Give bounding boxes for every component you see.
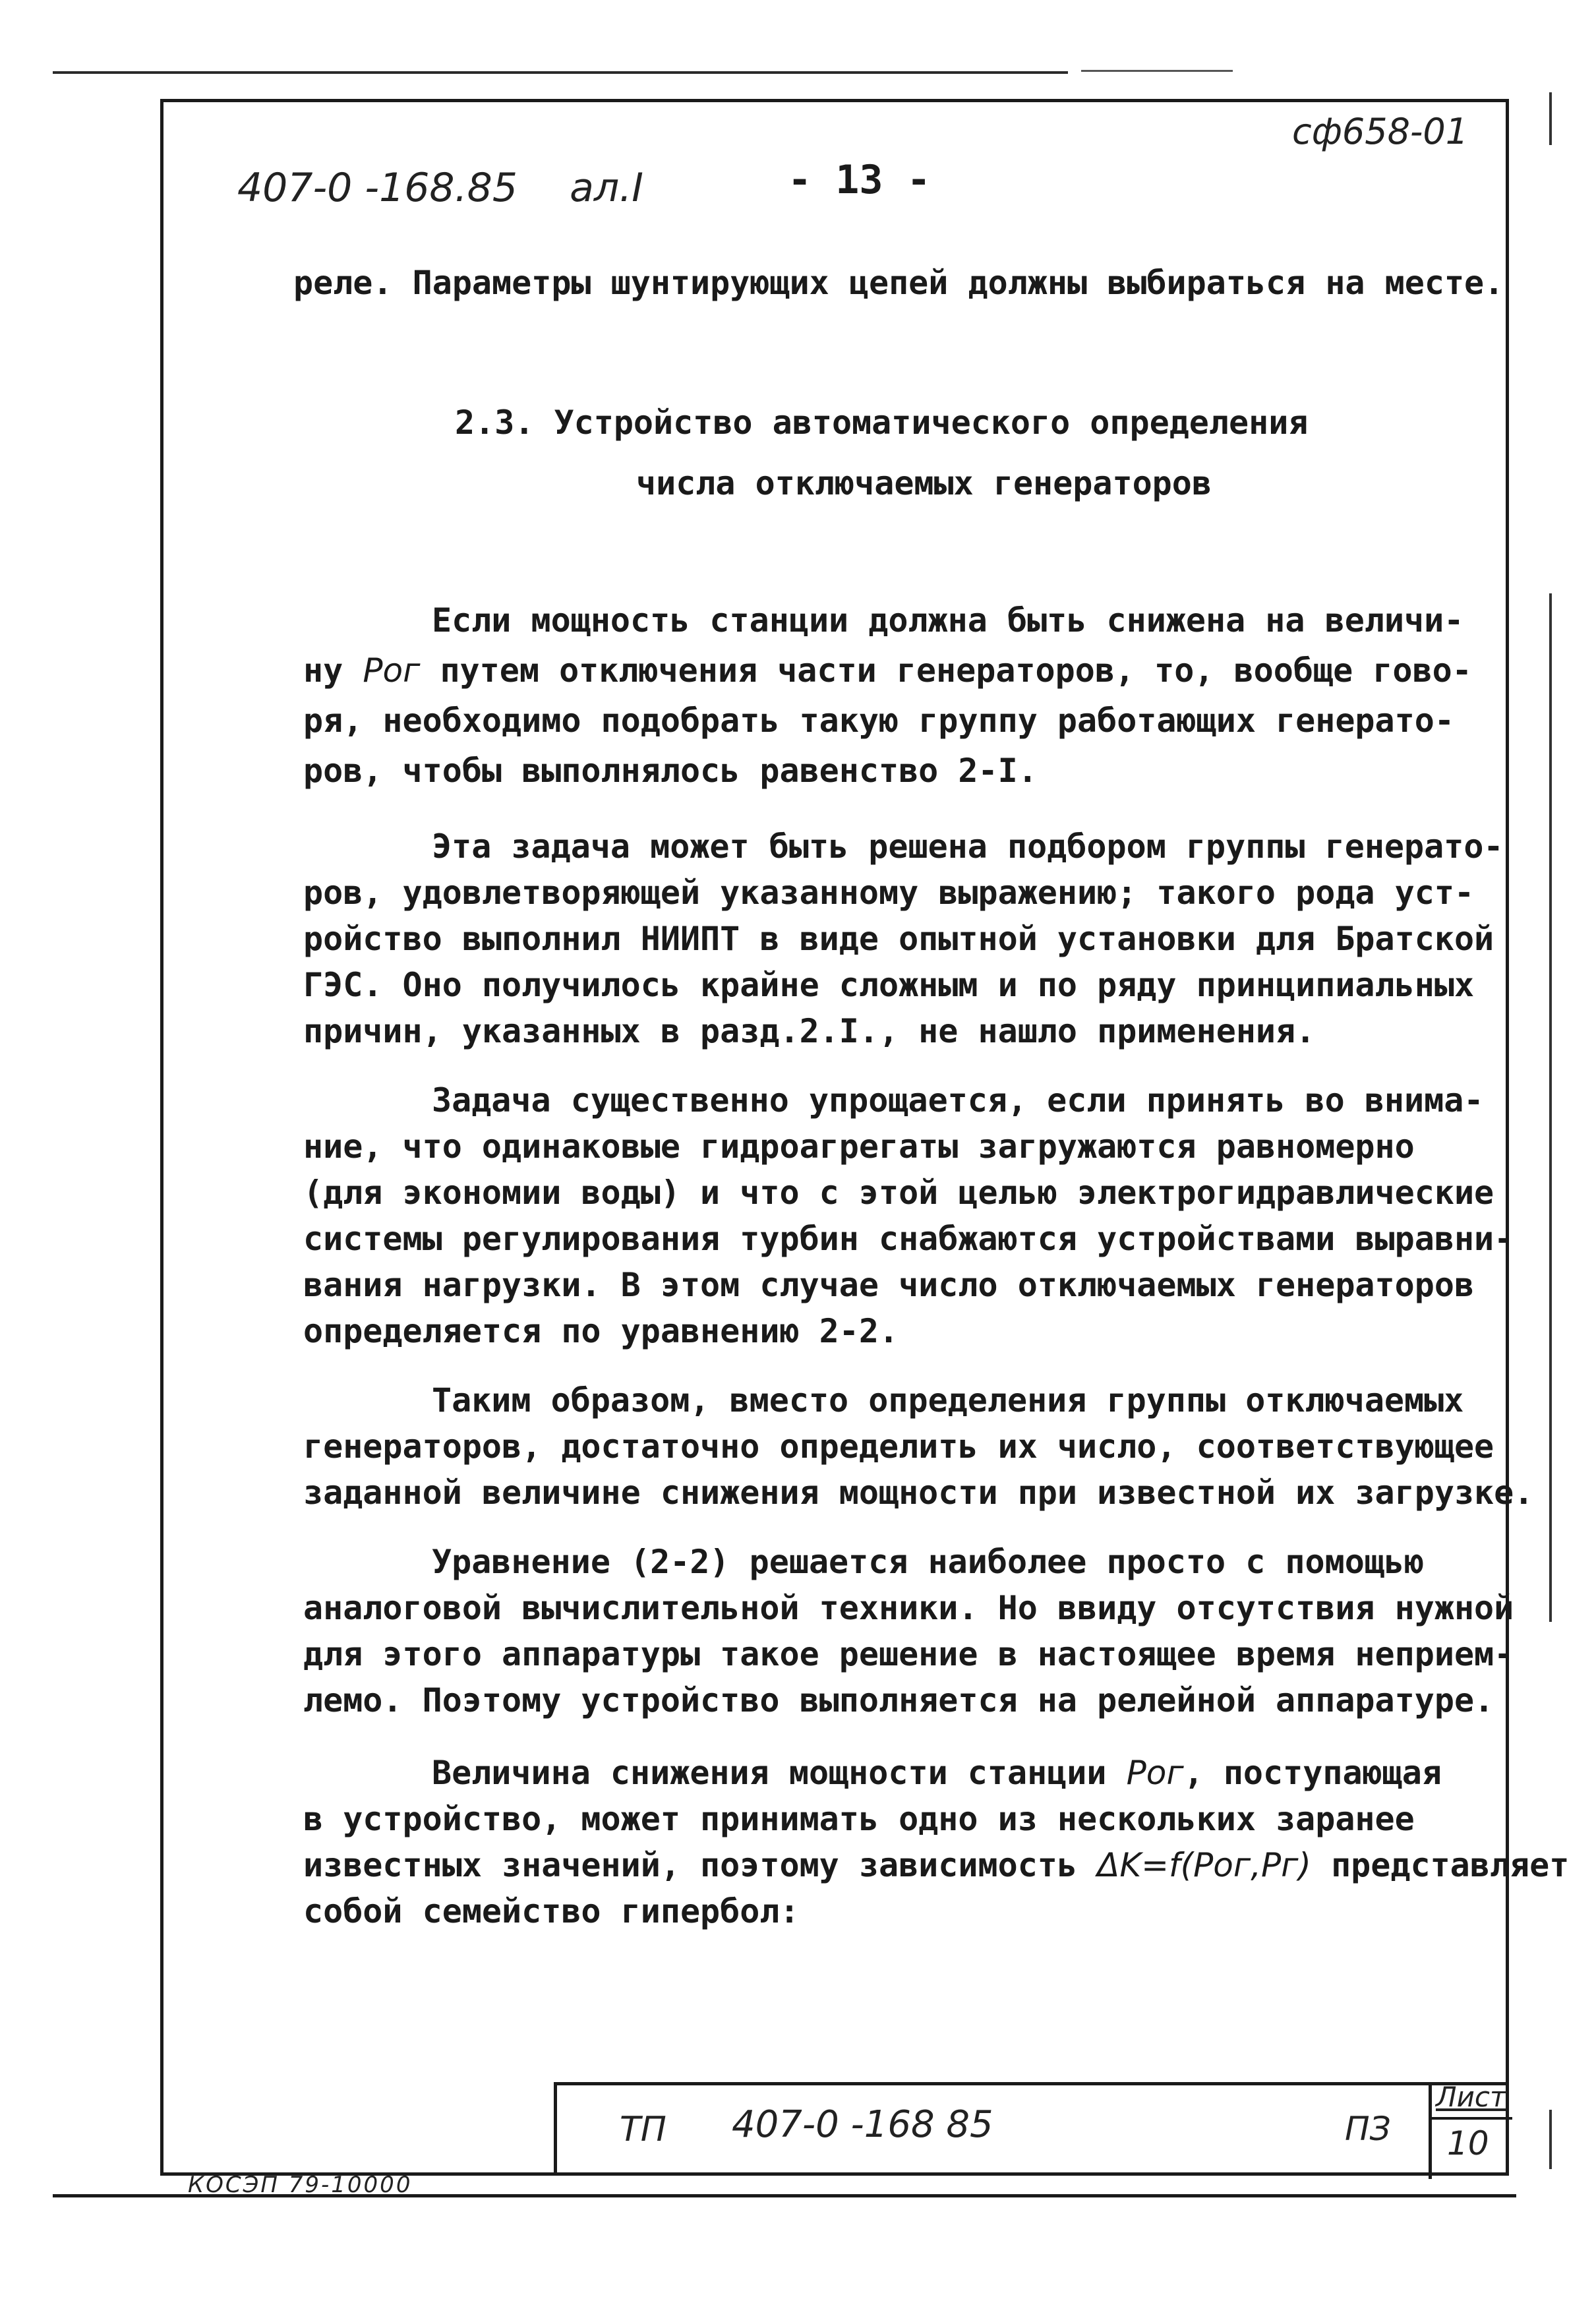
p2-line3: ройство выполнил НИИПТ в виде опытной установки для Братской bbox=[303, 920, 1494, 958]
p6-line1-start: Величина снижения мощности станции bbox=[432, 1754, 1107, 1792]
project-number: 407-0 -168.85 bbox=[237, 165, 518, 211]
p3-line5: вания нагрузки. В этом случае число отключаемых генераторов bbox=[303, 1266, 1475, 1304]
title-block-divider bbox=[1429, 2085, 1432, 2179]
p4-line3: заданной величине снижения мощности при известной их загрузке. bbox=[303, 1474, 1534, 1512]
p3-line3: (для экономии воды) и что с этой целью электрогидравлические bbox=[303, 1174, 1494, 1212]
top-rule-fragment bbox=[1081, 70, 1233, 72]
p1-line3: ря, необходимо подобрать такую группу работающих генерато- bbox=[303, 701, 1454, 740]
section-title-line2: числа отключаемых генераторов bbox=[636, 464, 1212, 502]
p1-line1: Если мощность станции должна быть снижена на величи- bbox=[432, 601, 1464, 640]
stamp-sheet-label: Лист bbox=[1436, 2081, 1506, 2113]
p6-line1-end: , поступающая bbox=[1183, 1754, 1442, 1792]
p1-line2-start: ну bbox=[303, 651, 343, 690]
symbol-p-og: Pог bbox=[363, 651, 421, 690]
p1-line2-end: путем отключения части генераторов, то, вообще гово- bbox=[440, 651, 1472, 690]
document-code: сф658-01 bbox=[1292, 111, 1469, 152]
p1-line2 bbox=[303, 651, 1472, 690]
top-rule bbox=[53, 71, 1068, 74]
intro-line: реле. Параметры шунтирующих цепей должны выбираться на месте. bbox=[293, 264, 1504, 302]
margin-mark bbox=[1549, 92, 1552, 145]
p1-line4: ров, чтобы выполнялось равенство 2-I. bbox=[303, 752, 1038, 790]
p4-line1: Таким образом, вместо определения группы отключаемых bbox=[432, 1381, 1464, 1419]
p3-line2: ние, что одинаковые гидроагрегаты загружаются равномерно bbox=[303, 1127, 1415, 1166]
p6-line1 bbox=[432, 1754, 1442, 1792]
p5-line3: для этого аппаратуры такое решение в настоящее время неприем- bbox=[303, 1635, 1514, 1673]
p3-line1: Задача существенно упрощается, если принять во внима- bbox=[432, 1081, 1484, 1119]
margin-mark bbox=[1549, 2110, 1552, 2169]
page-number: - 13 - bbox=[788, 157, 931, 203]
section-title-line1: 2.3. Устройство автоматического определения bbox=[455, 403, 1309, 442]
stamp-sheet-number: 10 bbox=[1447, 2124, 1489, 2163]
stamp-tp: ТП bbox=[620, 2110, 666, 2149]
stamp-pz: ПЗ bbox=[1345, 2110, 1391, 2148]
p2-line2: ров, удовлетворяющей указанному выражению; такого рода уст- bbox=[303, 874, 1475, 912]
symbol-p-og: Pог bbox=[1126, 1754, 1184, 1792]
p6-line3-start: известных значений, поэтому зависимость bbox=[303, 1846, 1077, 1884]
p2-line5: причин, указанных в разд.2.I., не нашло применения. bbox=[303, 1012, 1316, 1050]
p2-line1: Эта задача может быть решена подбором группы генерато- bbox=[432, 827, 1504, 866]
p6-line3-end: представляет bbox=[1331, 1846, 1570, 1884]
formula-delta-k: ΔK=f(Pог,Pг) bbox=[1097, 1846, 1311, 1884]
p4-line2: генераторов, достаточно определить их число, соответствующее bbox=[303, 1427, 1494, 1466]
p3-line6: определяется по уравнению 2-2. bbox=[303, 1312, 899, 1350]
project-header bbox=[237, 165, 643, 211]
p2-line4: ГЭС. Оно получилось крайне сложным и по ряду принципиальных bbox=[303, 966, 1475, 1004]
album-number: ал.I bbox=[570, 165, 643, 211]
p5-line2: аналоговой вычислительной техники. Но ввиду отсутствия нужной bbox=[303, 1589, 1514, 1627]
title-block-sheet-divider bbox=[1432, 2117, 1512, 2120]
p3-line4: системы регулирования турбин снабжаются устройствами выравни- bbox=[303, 1220, 1514, 1258]
footer-code: КОСЭП 79-10000 bbox=[188, 2172, 413, 2198]
stamp-project-code: 407-0 -168 85 bbox=[732, 2103, 993, 2146]
p5-line1: Уравнение (2-2) решается наиболее просто с помощью bbox=[432, 1543, 1425, 1581]
p5-line4: лемо. Поэтому устройство выполняется на релейной аппаратуре. bbox=[303, 1681, 1494, 1719]
p6-line3 bbox=[303, 1846, 1569, 1884]
p6-line2: в устройство, может принимать одно из нескольких заранее bbox=[303, 1800, 1415, 1838]
margin-mark bbox=[1549, 593, 1552, 1622]
p6-line4: собой семейство гипербол: bbox=[303, 1892, 800, 1930]
